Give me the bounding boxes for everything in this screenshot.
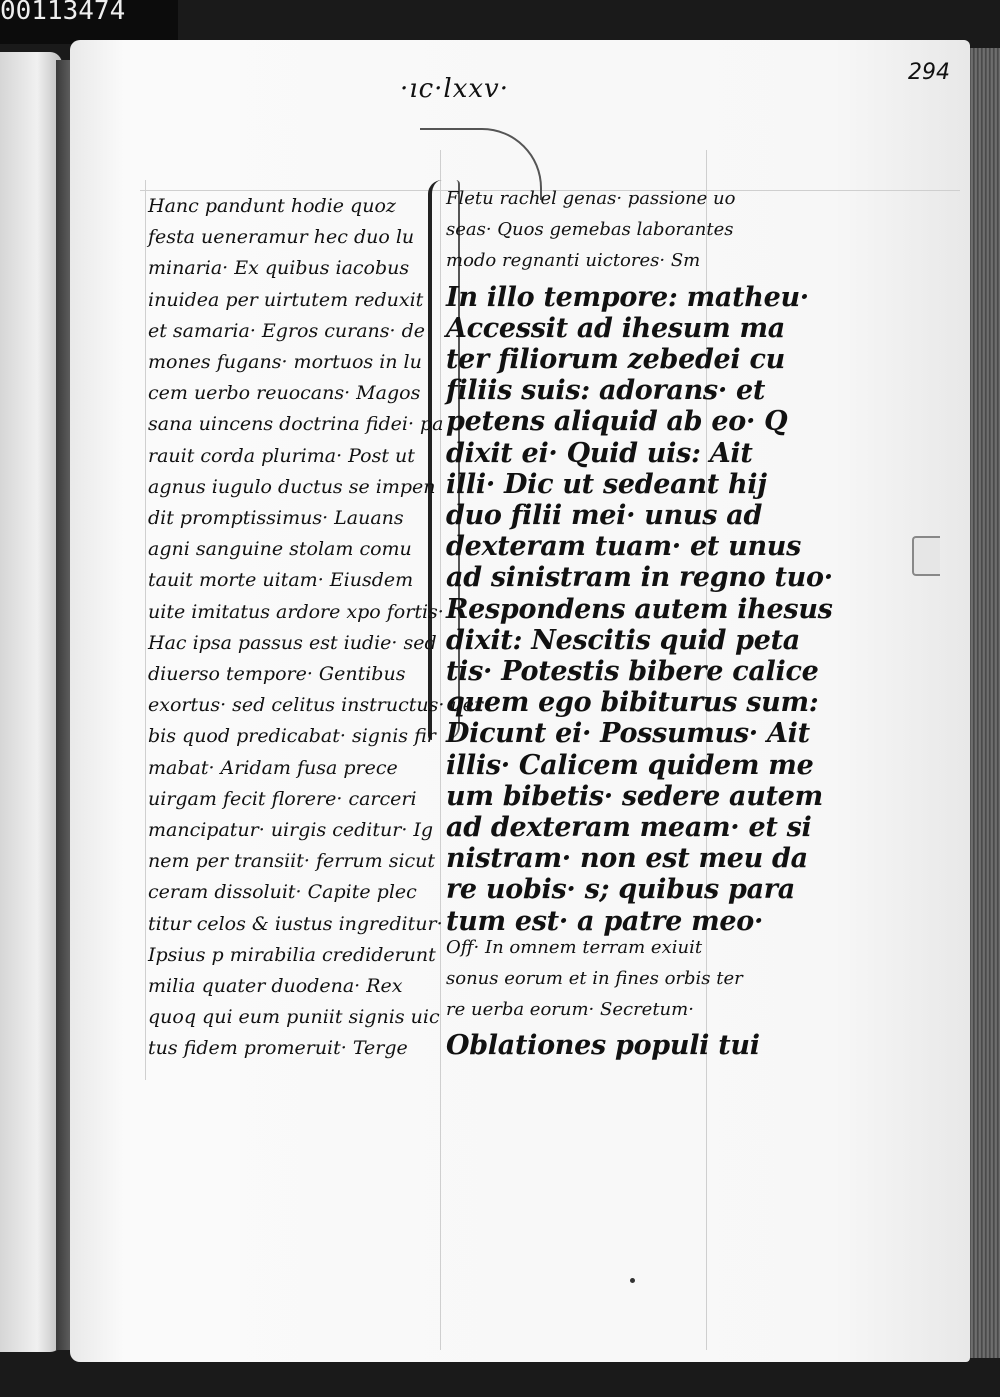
ink-dot (630, 1278, 635, 1283)
text-line: cem uerbo reuocans· Magos (148, 382, 421, 405)
text-line: In illo tempore: matheu· (446, 281, 809, 313)
text-line: et samaria· Egros curans· de (148, 319, 426, 342)
text-line: nistram· non est meu da (446, 843, 808, 875)
text-line: mancipatur· uirgis ceditur· Ig (148, 819, 434, 841)
text-line: dit promptissimus· Lauans (148, 507, 404, 529)
text-line: Off· In omnem terram exiuit (446, 936, 703, 958)
page-tab (912, 536, 940, 576)
text-line: minaria· Ex quibus iacobus (148, 257, 410, 280)
text-line: ad sinistram in regno tuo· (446, 562, 833, 594)
text-line: ceram dissoluit· Capite plec (148, 881, 417, 904)
text-line: sonus eorum et in fines orbis ter (446, 968, 743, 989)
text-line: Oblationes populi tui (446, 1030, 760, 1062)
text-line: agnus iugulo ductus se impen (148, 475, 436, 498)
text-line: Fletu rachel genas· passione uo (446, 188, 736, 209)
text-line: ad dexteram meam· et si (446, 812, 812, 843)
text-line: re uerba eorum· Secretum· (446, 999, 694, 1021)
text-line: mabat· Aridam fusa prece (148, 756, 398, 779)
text-line: quem ego bibiturus sum: (446, 687, 819, 719)
text-line: illis· Calicem quidem me (446, 749, 814, 781)
text-line: festa ueneramur hec duo lu (148, 226, 415, 249)
text-line: uirgam fecit florere· carceri (148, 787, 417, 810)
text-line: rauit corda plurima· Post ut (148, 444, 415, 467)
text-line: Dicunt ei· Possumus· Ait (446, 718, 810, 750)
text-line: diuerso tempore· Gentibus (148, 663, 406, 685)
text-line: re uobis· s; quibus para (446, 874, 795, 906)
text-line: tis· Potestis bibere calice (446, 656, 819, 687)
text-line: uite imitatus ardore xpo fortis· (148, 600, 444, 623)
text-line: inuidea per uirtutem reduxit (148, 288, 424, 311)
text-line: um bibetis· sedere autem (446, 780, 823, 812)
text-line: dixit ei· Quid uis: Ait (446, 437, 753, 469)
text-line: sana uincens doctrina fidei· pa (148, 413, 444, 436)
text-line: agni sanguine stolam comu (148, 538, 412, 561)
text-line: mones fugans· mortuos in lu (148, 351, 422, 373)
text-line: Hanc pandunt hodie quoz (148, 195, 396, 217)
text-line: dixit: Nescitis quid peta (446, 624, 800, 656)
text-line: illi· Dic ut sedeant hij (446, 468, 767, 500)
folio-number: 294 (908, 60, 950, 85)
text-line: tus fidem promeruit· Terge (148, 1037, 408, 1060)
text-line: tauit morte uitam· Eiusdem (148, 569, 414, 592)
text-line: filiis suis: adorans· et (446, 375, 766, 407)
text-line: nem per transiit· ferrum sicut (148, 850, 436, 873)
text-line: duo filii mei· unus ad (446, 500, 763, 531)
text-line: modo regnanti uictores· Sm (446, 250, 701, 272)
ruling-line (145, 180, 146, 1080)
text-line: Ipsius p mirabilia crediderunt (148, 943, 436, 966)
text-line: titur celos & iustus ingreditur· (148, 912, 443, 935)
running-title: ·ıc·lxxv· (400, 74, 510, 104)
shelfmark-label: 00113474 (0, 0, 178, 44)
text-line: ter filiorum zebedei cu (446, 344, 785, 375)
text-line: exortus· sed celitus instructus· uer (148, 694, 484, 717)
text-line: bis quod predicabat· signis fir (148, 725, 436, 748)
text-line: dexteram tuam· et unus (446, 531, 801, 563)
text-line: seas· Quos gemebas laborantes (446, 219, 734, 241)
text-line: Hac ipsa passus est iudie· sed (148, 631, 437, 654)
text-line: Respondens autem ihesus (446, 593, 833, 625)
text-line: tum est· a patre meo· (446, 905, 764, 937)
text-line: petens aliquid ab eo· Q (446, 406, 788, 438)
fore-edge-shadow (966, 48, 1000, 1358)
previous-leaf (0, 52, 62, 1352)
text-line: Accessit ad ihesum ma (446, 312, 785, 344)
text-line: milia quater duodena· Rex (148, 975, 403, 997)
text-line: quoq qui eum puniit signis uic (148, 1006, 440, 1029)
